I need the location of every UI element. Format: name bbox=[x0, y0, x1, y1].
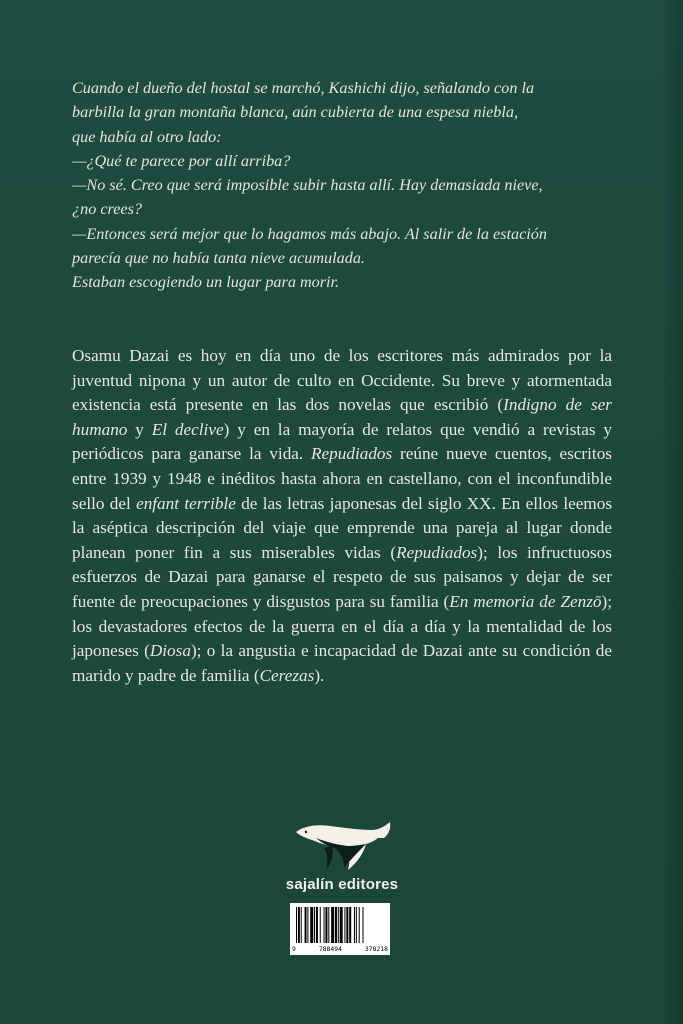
book-synopsis bbox=[72, 344, 612, 688]
synopsis-text: Osamu Dazai es hoy en día uno de los escritores más admirados por la juventud nipona y un autor de culto en Occidente. Su breve y atormentada existencia está presente en las dos novelas que escribió ( bbox=[72, 346, 612, 415]
excerpt-line: —Entonces será mejor que lo hagamos más abajo. Al salir de la estación bbox=[72, 224, 547, 243]
excerpt-quote bbox=[72, 76, 622, 295]
excerpt-line: —¿Qué te parece por allí arriba? bbox=[72, 151, 291, 170]
excerpt-line: Cuando el dueño del hostal se marchó, Kashichi dijo, señalando con la bbox=[72, 79, 535, 97]
cover-edge-shadow bbox=[661, 0, 683, 1024]
barcode-digit-group: 9 bbox=[292, 945, 296, 953]
barcode-digit-group: 788494 bbox=[318, 945, 342, 953]
isbn-barcode bbox=[290, 903, 390, 955]
barcode-bars-icon bbox=[296, 907, 384, 943]
synopsis-text: ) y en la mayoría de relatos que vendió a revistas y periódicos para ganarse la vida. bbox=[72, 419, 612, 464]
synopsis-text: ). bbox=[314, 665, 325, 685]
synopsis-text: reúne nueve cuentos, escritos entre 1939 y 1948 e inéditos hasta ahora en castellano, con el inconfundible sello del bbox=[72, 444, 612, 513]
synopsis-paragraph bbox=[72, 344, 612, 688]
title-diosa: Diosa bbox=[149, 641, 191, 661]
term-enfant-terrible: enfant terrible bbox=[136, 493, 236, 513]
excerpt-line: ¿no crees? bbox=[72, 200, 142, 219]
title-repudiados-2: Repudiados bbox=[396, 542, 478, 562]
synopsis-text: y bbox=[127, 419, 152, 439]
excerpt-line: barbilla la gran montaña blanca, aún cubierta de una espesa niebla, bbox=[72, 103, 519, 122]
excerpt-line: —No sé. Creo que será imposible subir hasta allí. Hay demasiada nieve, bbox=[72, 176, 543, 195]
excerpt-line: que había al otro lado: bbox=[72, 127, 222, 146]
barcode-digit-group: 378218 bbox=[364, 945, 388, 953]
title-el-declive: El declive bbox=[151, 419, 224, 439]
title-repudiados: Repudiados bbox=[311, 444, 393, 464]
publisher-name: sajalín editores bbox=[285, 876, 399, 893]
barcode-digits bbox=[292, 945, 388, 953]
synopsis-text: ); o la angustia e incapacidad de Dazai ante su condición de marido y padre de familia ( bbox=[72, 641, 612, 685]
whale-logo-icon bbox=[294, 818, 392, 874]
excerpt-line: Estaban escogiendo un lugar para morir. bbox=[72, 273, 340, 292]
title-indigno: Indigno de ser humano bbox=[72, 395, 612, 439]
synopsis-text: ); los devastadores efectos de la guerra en el día a día y la mentalidad de los japoneses ( bbox=[72, 591, 613, 661]
title-en-memoria: En memoria de Zenzō bbox=[449, 591, 602, 611]
synopsis-text: ); los infructuosos esfuerzos de Dazai para ganarse el respeto de sus paisanos y dejar de ser fuente de preocupaciones y disgustos para su familia ( bbox=[72, 542, 612, 611]
title-cerezas: Cerezas bbox=[259, 665, 315, 685]
excerpt-line: parecía que no había tanta nieve acumulada. bbox=[72, 249, 365, 268]
synopsis-text: de las letras japonesas del siglo XX. En ellos leemos la aséptica descripción del viaje que emprende una pareja al lugar donde planean poner fin a sus miserables vidas ( bbox=[72, 493, 613, 562]
